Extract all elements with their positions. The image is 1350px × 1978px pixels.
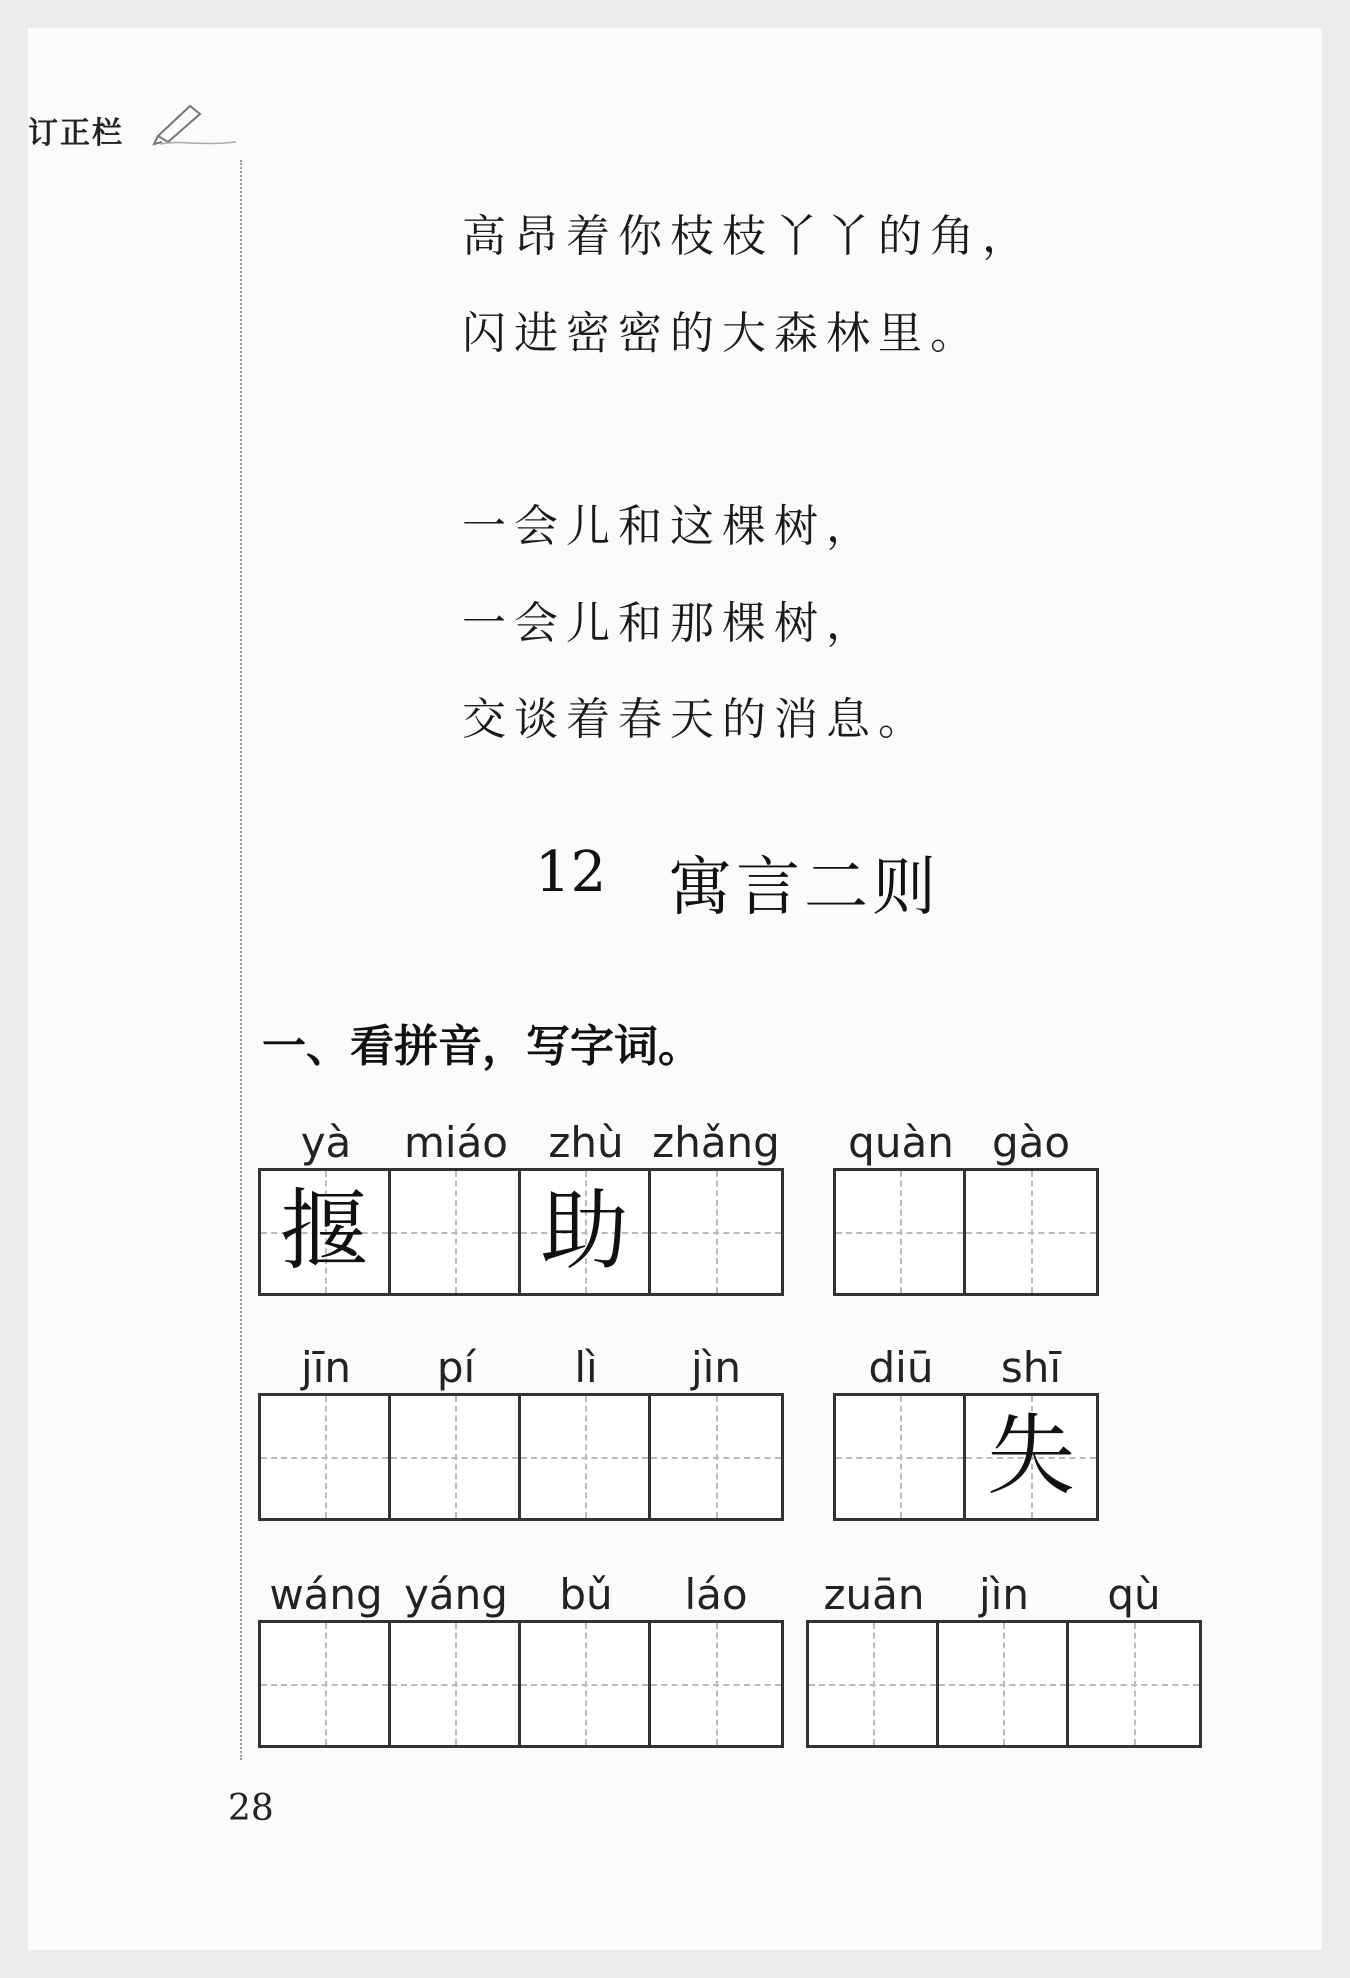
horizontal-guide-line xyxy=(651,1232,781,1234)
pinyin-label: jīn xyxy=(301,1343,351,1392)
poem-line: 闪进密密的大森林里。 xyxy=(462,308,982,359)
pinyin-label: lì xyxy=(574,1343,598,1392)
pinyin-label: bǔ xyxy=(559,1570,613,1619)
pinyin-label: qù xyxy=(1107,1570,1161,1619)
margin-dotted-divider xyxy=(240,160,242,1760)
character-writing-cell[interactable] xyxy=(966,1171,1096,1293)
character-writing-cell[interactable] xyxy=(391,1171,521,1293)
pinyin-label: quàn xyxy=(848,1118,954,1167)
horizontal-guide-line xyxy=(261,1684,388,1686)
pinyin-label: pí xyxy=(436,1343,476,1392)
character-grid-group xyxy=(258,1393,784,1521)
horizontal-guide-line xyxy=(836,1457,963,1459)
correction-column-label: 订正栏 xyxy=(28,116,124,151)
pinyin-label: zhǎng xyxy=(652,1118,780,1167)
page-number: 28 xyxy=(228,1788,274,1829)
written-character: 失 xyxy=(986,1404,1075,1507)
character-writing-cell[interactable] xyxy=(391,1396,521,1518)
pinyin-label: jìn xyxy=(691,1343,741,1392)
horizontal-guide-line xyxy=(966,1232,1096,1234)
poem-line: 一会儿和那棵树， xyxy=(462,598,878,649)
pinyin-label: yáng xyxy=(404,1570,508,1619)
character-writing-cell[interactable] xyxy=(261,1171,391,1293)
written-character: 助 xyxy=(540,1179,629,1282)
character-writing-cell[interactable] xyxy=(391,1623,521,1745)
horizontal-guide-line xyxy=(391,1457,518,1459)
horizontal-guide-line xyxy=(521,1684,648,1686)
horizontal-guide-line xyxy=(261,1457,388,1459)
pinyin-label: zuān xyxy=(823,1570,925,1619)
pinyin-label: láo xyxy=(684,1570,748,1619)
character-grid-group xyxy=(258,1168,784,1296)
lesson-title: 寓言二则 xyxy=(668,851,940,925)
horizontal-guide-line xyxy=(836,1232,963,1234)
character-writing-cell[interactable] xyxy=(966,1396,1096,1518)
character-grid-group xyxy=(833,1168,1099,1296)
horizontal-guide-line xyxy=(939,1684,1066,1686)
character-writing-cell[interactable] xyxy=(521,1171,651,1293)
pinyin-label: zhù xyxy=(548,1118,624,1167)
character-writing-cell[interactable] xyxy=(521,1396,651,1518)
horizontal-guide-line xyxy=(521,1457,648,1459)
pinyin-label: wáng xyxy=(269,1570,383,1619)
poem-line: 交谈着春天的消息。 xyxy=(462,694,930,745)
character-writing-cell[interactable] xyxy=(1069,1623,1199,1745)
horizontal-guide-line xyxy=(651,1684,781,1686)
pinyin-label: diū xyxy=(868,1343,934,1392)
horizontal-guide-line xyxy=(651,1457,781,1459)
written-character: 揠 xyxy=(280,1179,369,1282)
exercise-heading: 一、看拼音，写字词。 xyxy=(262,1021,702,1072)
poem-line: 一会儿和这棵树， xyxy=(462,501,878,552)
character-writing-cell[interactable] xyxy=(261,1623,391,1745)
character-writing-cell[interactable] xyxy=(836,1396,966,1518)
pencil-icon xyxy=(150,96,240,146)
pinyin-label: yà xyxy=(300,1118,352,1167)
character-writing-cell[interactable] xyxy=(836,1171,966,1293)
pinyin-label: jìn xyxy=(979,1570,1029,1619)
pinyin-label: miáo xyxy=(403,1118,508,1167)
pinyin-label: shī xyxy=(1000,1343,1062,1392)
lesson-number: 12 xyxy=(535,840,607,905)
poem-line: 高昂着你枝枝丫丫的角， xyxy=(462,211,1034,262)
character-writing-cell[interactable] xyxy=(651,1396,781,1518)
character-writing-cell[interactable] xyxy=(651,1623,781,1745)
horizontal-guide-line xyxy=(809,1684,936,1686)
character-writing-cell[interactable] xyxy=(261,1396,391,1518)
character-grid-group xyxy=(833,1393,1099,1521)
character-grid-group xyxy=(258,1620,784,1748)
character-writing-cell[interactable] xyxy=(651,1171,781,1293)
character-writing-cell[interactable] xyxy=(939,1623,1069,1745)
character-writing-cell[interactable] xyxy=(809,1623,939,1745)
horizontal-guide-line xyxy=(391,1684,518,1686)
horizontal-guide-line xyxy=(1069,1684,1199,1686)
horizontal-guide-line xyxy=(391,1232,518,1234)
character-writing-cell[interactable] xyxy=(521,1623,651,1745)
pinyin-label: gào xyxy=(991,1118,1071,1167)
character-grid-group xyxy=(806,1620,1202,1748)
